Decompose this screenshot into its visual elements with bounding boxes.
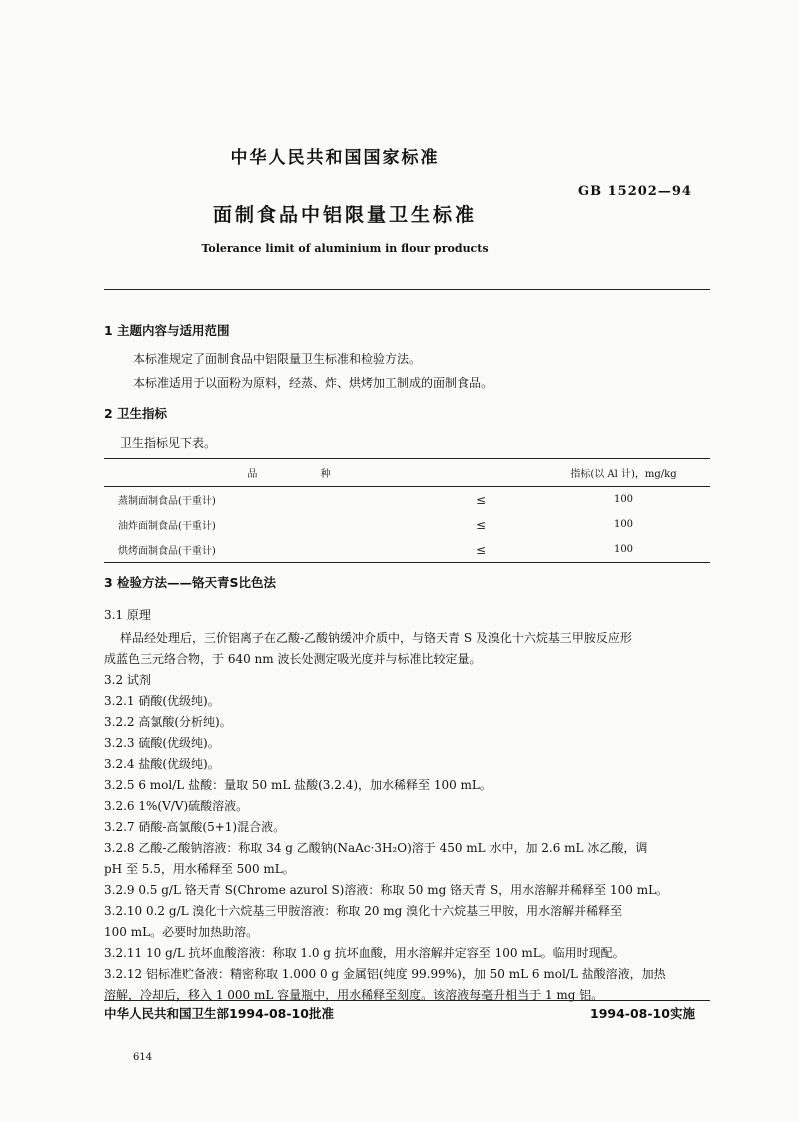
- clause-3-2-5: 3.2.5 6 mol/L 盐酸：量取 50 mL 盐酸(3.2.4)，加水稀释至 100 mL。: [104, 778, 492, 792]
- section-1-paragraph-2: 本标准适用于以面粉为原料，经蒸、炸、烘烤加工制成的面制食品。: [133, 376, 494, 390]
- clause-3-2-2: 3.2.2 高氯酸(分析纯)。: [104, 715, 232, 729]
- hygiene-index-table: [104, 458, 710, 563]
- clause-3-2-3: 3.2.3 硫酸(优级纯)。: [104, 736, 220, 750]
- clause-3-1-heading: 3.1 原理: [104, 608, 151, 622]
- clause-3-2-4: 3.2.4 盐酸(优级纯)。: [104, 757, 220, 771]
- clause-3-2-10-line-2: 100 mL。必要时加热助溶。: [104, 925, 259, 939]
- section-2-heading: 2 卫生指标: [104, 406, 168, 421]
- column-header-spacer: [425, 459, 537, 487]
- comparison-symbol: ≤: [475, 517, 487, 532]
- page-number: 614: [133, 1052, 153, 1063]
- section-1-heading: 1 主题内容与适用范围: [104, 323, 230, 338]
- clause-3-2-7: 3.2.7 硝酸-高氯酸(5+1)混合液。: [104, 820, 286, 834]
- approval-line: 中华人民共和国卫生部1994-08-10批准: [104, 1006, 334, 1021]
- national-standard-title: 中华人民共和国国家标准: [230, 148, 440, 168]
- column-header-limit: 指标(以 Al 计)，mg/kg: [537, 459, 710, 487]
- clause-3-2-9: 3.2.9 0.5 g/L 铬天青 S(Chrome azurol S)溶液：称取 50 mg 铬天青 S，用水溶解并稀释至 100 mL。: [104, 883, 669, 897]
- standard-code: GB 15202—94: [578, 184, 692, 199]
- product-name: 油炸面制食品(干重计): [118, 521, 216, 532]
- table-header-row: [104, 459, 710, 487]
- table-row: [104, 512, 710, 537]
- document-title: 面制食品中铝限量卫生标准: [212, 204, 477, 226]
- clause-3-2-8-line-2: pH 至 5.5，用水稀释至 500 mL。: [104, 862, 295, 876]
- limit-value: 100: [537, 537, 710, 563]
- comparison-symbol: ≤: [475, 492, 487, 507]
- section-2-intro: 卫生指标见下表。: [120, 436, 217, 450]
- comparison-symbol: ≤: [425, 537, 537, 563]
- product-name: 蒸制面制食品(干重计): [118, 496, 216, 507]
- section-3-heading: 3 检验方法——铬天青S比色法: [104, 575, 277, 590]
- table-row: [104, 487, 710, 513]
- limit-value: 100: [613, 494, 634, 505]
- english-title: Tolerance limit of aluminium in flour products: [201, 242, 489, 255]
- limit-value: 100: [613, 519, 634, 530]
- clause-3-2-6: 3.2.6 1%(V/V)硫酸溶液。: [104, 799, 249, 813]
- clause-3-1-text-1: 样品经处理后，三价铝离子在乙酸-乙酸钠缓冲介质中，与铬天青 S 及溴化十六烷基三甲胺反应形: [120, 631, 632, 645]
- product-name: 烘烤面制食品(干重计): [104, 537, 425, 563]
- clause-3-2-11: 3.2.11 10 g/L 抗坏血酸溶液：称取 1.0 g 抗坏血酸，用水溶解并定容至 100 mL。临用时现配。: [104, 946, 625, 960]
- header-divider: [104, 289, 710, 290]
- column-header-product: 品 种: [104, 459, 425, 487]
- clause-3-2-heading: 3.2 试剂: [104, 673, 151, 687]
- footer-divider: [104, 1000, 710, 1001]
- clause-3-1-text-2: 成蓝色三元络合物，于 640 nm 波长处测定吸光度并与标准比较定量。: [104, 652, 482, 666]
- section-1-paragraph-1: 本标准规定了面制食品中铝限量卫生标准和检验方法。: [133, 352, 422, 366]
- clause-3-2-1: 3.2.1 硝酸(优级纯)。: [104, 694, 220, 708]
- clause-3-2-8-line-1: 3.2.8 乙酸-乙酸钠溶液：称取 34 g 乙酸钠(NaAc·3H₂O)溶于 450 mL 水中，加 2.6 mL 冰乙酸，调: [104, 841, 648, 855]
- implementation-date: 1994-08-10实施: [590, 1006, 695, 1021]
- clause-3-2-12-line-2: 溶解，冷却后，移入 1 000 mL 容量瓶中，用水稀释至刻度。该溶液每毫升相当于 1 mg 铝。: [104, 988, 604, 1002]
- clause-3-2-12-line-1: 3.2.12 铝标准贮备液：精密称取 1.000 0 g 金属铝(纯度 99.99%)，加 50 mL 6 mol/L 盐酸溶液，加热: [104, 967, 666, 981]
- clause-3-2-10-line-1: 3.2.10 0.2 g/L 溴化十六烷基三甲胺溶液：称取 20 mg 溴化十六烷基三甲胺，用水溶解并稀释至: [104, 904, 623, 918]
- table-row: [104, 537, 710, 563]
